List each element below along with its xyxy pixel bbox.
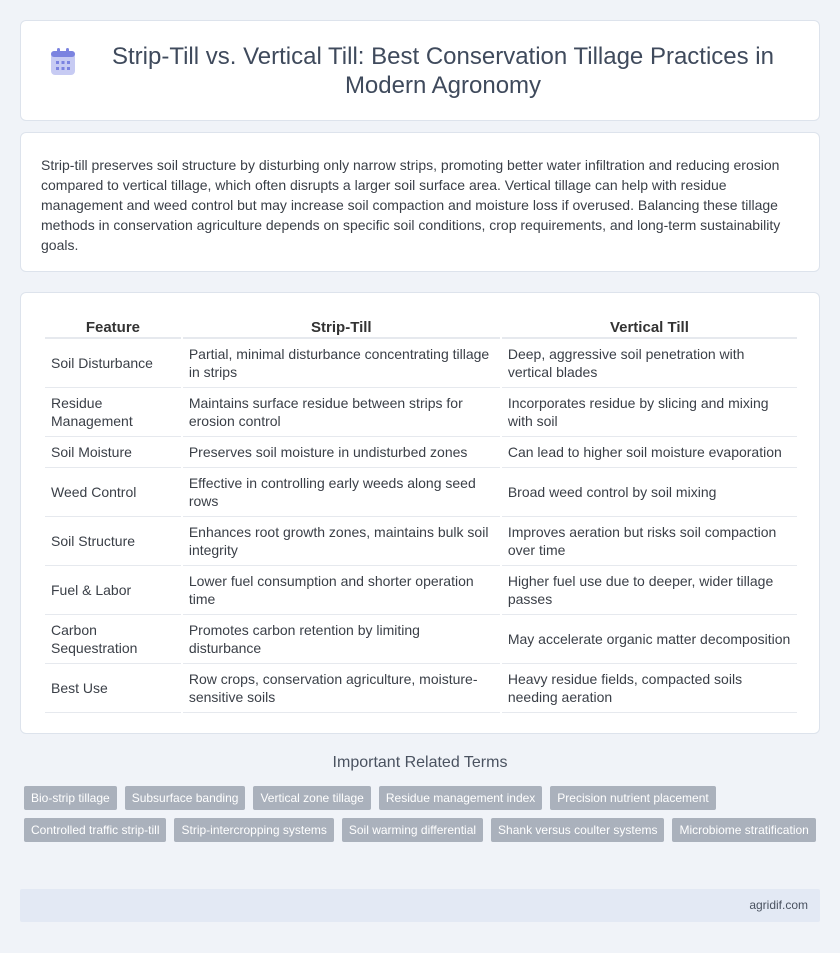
related-term-tag[interactable]: Residue management index [379,786,542,810]
vertical-till-cell: Broad weed control by soil mixing [502,468,797,517]
table-row [45,664,797,713]
strip-till-cell: Promotes carbon retention by limiting disturbance [183,615,500,664]
table-row [45,388,797,437]
strip-till-cell: Lower fuel consumption and shorter operation time [183,566,500,615]
vertical-till-cell: Improves aeration but risks soil compaction over time [502,517,797,566]
footer [20,889,820,922]
table-row [45,339,797,388]
header-vertical-till: Vertical Till [502,311,797,339]
table-row [45,437,797,468]
feature-cell: Carbon Sequestration [45,615,181,664]
strip-till-cell: Preserves soil moisture in undisturbed zones [183,437,500,468]
strip-till-cell: Effective in controlling early weeds along seed rows [183,468,500,517]
document-list-icon [50,48,76,76]
strip-till-cell: Maintains surface residue between strips for erosion control [183,388,500,437]
vertical-till-cell: Heavy residue fields, compacted soils needing aeration [502,664,797,713]
related-term-tag[interactable]: Precision nutrient placement [550,786,715,810]
table-row [45,615,797,664]
related-terms-title: Important Related Terms [332,754,508,771]
comparison-table [43,311,799,713]
vertical-till-cell: May accelerate organic matter decomposition [502,615,797,664]
footer-site-link[interactable]: agridif.com [749,898,808,912]
comparison-table-card [20,292,820,734]
intro-card [20,132,820,272]
related-term-tag[interactable]: Controlled traffic strip-till [24,818,166,842]
feature-cell: Fuel & Labor [45,566,181,615]
table-row [45,566,797,615]
related-term-tag[interactable]: Bio-strip tillage [24,786,117,810]
related-terms-list [24,786,824,842]
strip-till-cell: Row crops, conservation agriculture, moisture-sensitive soils [183,664,500,713]
related-term-tag[interactable]: Strip-intercropping systems [174,818,333,842]
table-header-row [45,311,797,339]
feature-cell: Soil Structure [45,517,181,566]
feature-cell: Best Use [45,664,181,713]
vertical-till-cell: Can lead to higher soil moisture evaporation [502,437,797,468]
header-feature: Feature [45,311,181,339]
related-term-tag[interactable]: Microbiome stratification [672,818,815,842]
feature-cell: Weed Control [45,468,181,517]
feature-cell: Soil Disturbance [45,339,181,388]
feature-cell: Residue Management [45,388,181,437]
header-card [20,20,820,121]
table-row [45,517,797,566]
page-title: Strip-Till vs. Vertical Till: Best Conservation Tillage Practices in Modern Agronomy [111,42,774,99]
feature-cell: Soil Moisture [45,437,181,468]
header-strip-till: Strip-Till [183,311,500,339]
table-row [45,468,797,517]
title-wrap [50,42,790,100]
strip-till-cell: Enhances root growth zones, maintains bulk soil integrity [183,517,500,566]
related-term-tag[interactable]: Subsurface banding [125,786,246,810]
related-term-tag[interactable]: Vertical zone tillage [253,786,370,810]
strip-till-cell: Partial, minimal disturbance concentrating tillage in strips [183,339,500,388]
vertical-till-cell: Incorporates residue by slicing and mixing with soil [502,388,797,437]
related-term-tag[interactable]: Soil warming differential [342,818,483,842]
intro-paragraph: Strip-till preserves soil structure by disturbing only narrow strips, promoting better water infiltration and reducing erosion compared to vertical tillage, which often disrupts a larger soil surface area. Vertical tillage can help with residue management and weed control but may increase soil compaction and moisture loss if overused. Balancing these tillage methods in conservation agriculture depends on specific soil conditions, crop requirements, and long-term sustainability goals. [41,157,781,253]
related-term-tag[interactable]: Shank versus coulter systems [491,818,664,842]
vertical-till-cell: Higher fuel use due to deeper, wider tillage passes [502,566,797,615]
vertical-till-cell: Deep, aggressive soil penetration with vertical blades [502,339,797,388]
